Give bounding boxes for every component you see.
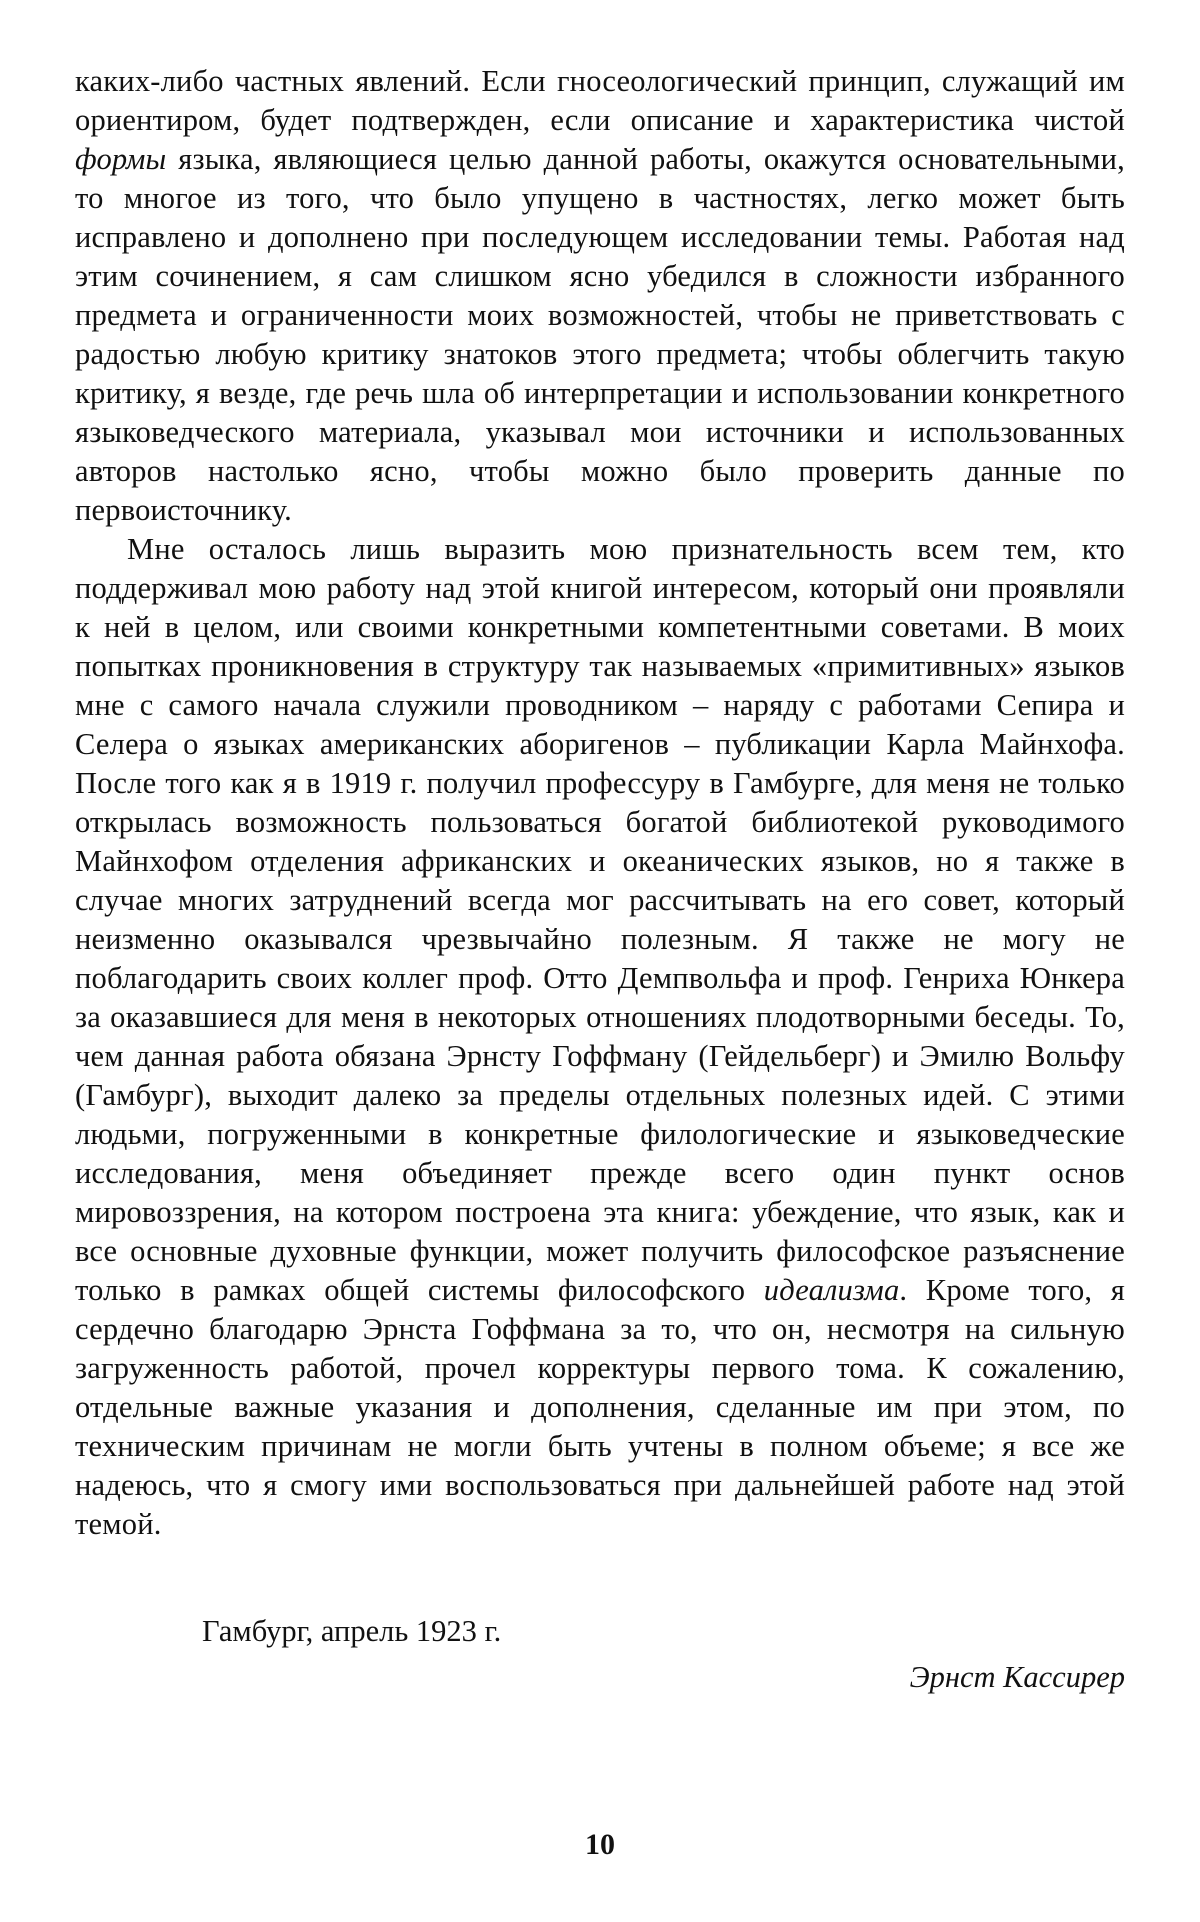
paragraph-2 — [75, 530, 1125, 1544]
paragraph-1 — [75, 62, 1125, 530]
place-date: Гамбург, апрель 1923 г. — [202, 1614, 502, 1648]
paragraph-1-text-end: языка, являющиеся целью данной работы, окажутся основательными, то многое из того, что было упущено в частностях, легко может быть исправлено и дополнено при последующем исследовании темы. Работая над этим сочинением, я сам слишком ясно убедился в сложности избранного предмета и ограниченности моих возможностей, чтобы не приветствовать с радостью любую критику знатоков этого предмета; чтобы облегчить такую критику, я везде, где речь шла об интерпретации и использовании конкретного языковедческого материала, указывал мои источники и использованных авторов настолько ясно, чтобы можно было проверить данные по первоисточнику. — [75, 142, 1125, 527]
paragraph-2-emphasis: идеализма — [763, 1273, 900, 1307]
paragraph-2-text-start: Мне осталось лишь выразить мою признательность всем тем, кто поддерживал мою работу над этой книгой интересом, который они проявляли к ней в целом, или своими конкретными компетентными советами. В моих попытках проникновения в структуру так называемых «примитивных» языков мне с самого начала служили проводником – наряду с работами Сепира и Селера о языках американских аборигенов – публикации Карла Майнхофа. После того как я в 1919 г. получил профессуру в Гамбурге, для меня не только открылась возможность пользоваться богатой библиотекой руководимого Майнхофом отделения африканских и океанических языков, но я также в случае многих затруднений всегда мог рассчитывать на его совет, который неизменно оказывался чрезвычайно полезным. Я также не могу не поблагодарить своих коллег проф. Отто Демпвольфа и проф. Генриха Юнкера за оказавшиеся для меня в некоторых отношениях плодотворными беседы. То, чем данная работа обязана Эрнсту Гоффману (Гейдельберг) и Эмилю Вольфу (Гамбург), выходит далеко за пределы отдельных полезных идей. С этими людьми, погруженными в конкретные филологические и языковедческие исследования, меня объединяет прежде всего один пункт основ мировоззрения, на котором построена эта книга: убеждение, что язык, как и все основные духовные функции, может получить философское разъяснение только в рамках общей системы философского — [75, 532, 1125, 1307]
page-body — [75, 62, 1125, 1694]
paragraph-2-text-end: . Кроме того, я сердечно благодарю Эрнста Гоффмана за то, что он, несмотря на сильную загруженность работой, прочел корректуры первого тома. К сожалению, отдельные важные указания и дополнения, сделанные им при этом, по техническим причинам не могли быть учтены в полном объеме; я все же надеюсь, что я смогу ими воспользоваться при дальнейшей работе над этой темой. — [75, 1273, 1125, 1541]
paragraph-1-emphasis: формы — [75, 142, 167, 176]
author-signature: Эрнст Кассирер — [909, 1660, 1125, 1694]
paragraph-1-text-start: каких-либо частных явлений. Если гносеологический принцип, служащий им ориентиром, будет подтвержден, если описание и характеристика чистой — [75, 64, 1125, 137]
page-number: 10 — [585, 1828, 615, 1861]
